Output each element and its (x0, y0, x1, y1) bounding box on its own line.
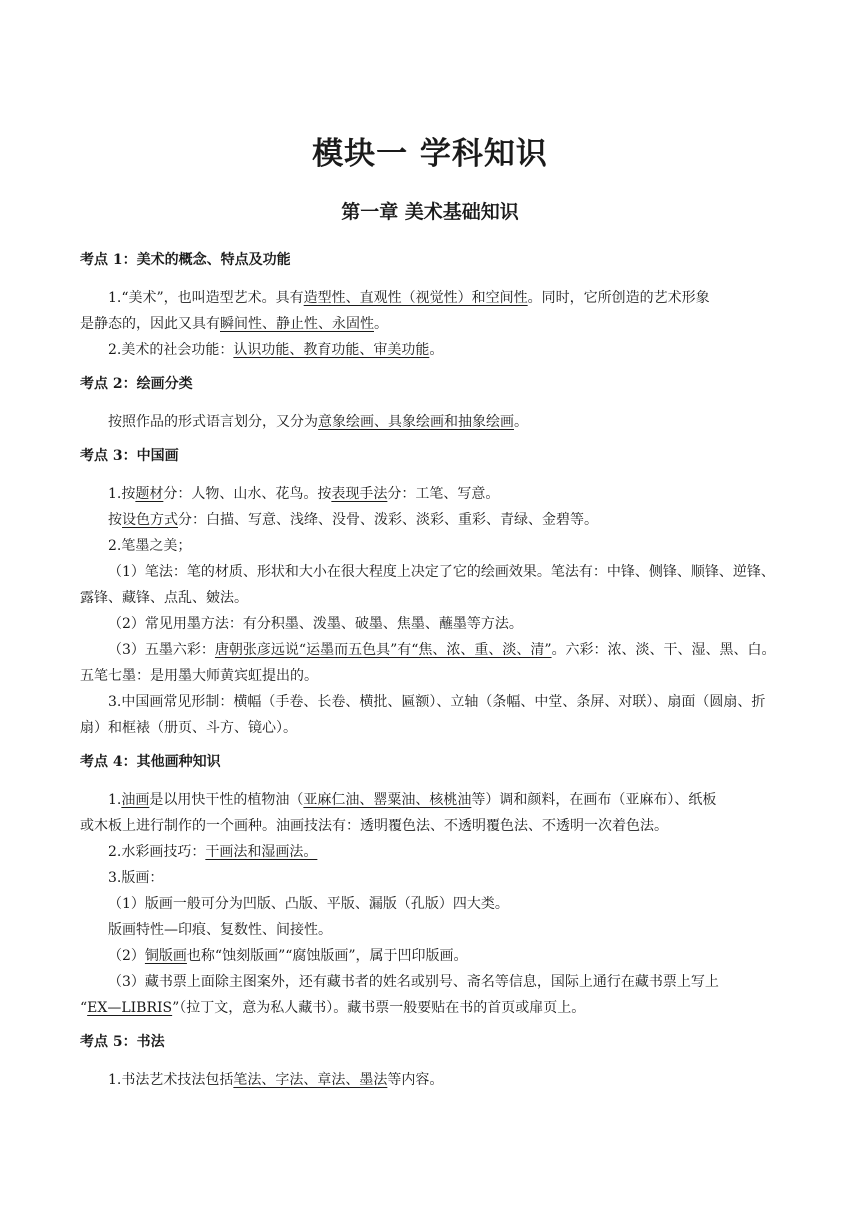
underlined-term: 表现手法 (331, 486, 388, 502)
underlined-term: 造型性、直观性（视觉性）和空间性 (303, 290, 528, 306)
text: （2） (108, 948, 145, 964)
k4-paragraph-1 (80, 787, 784, 813)
section-heading-2: 考点 2：绘画分类 (80, 376, 193, 392)
k3-paragraph-5: （2）常见用墨方法：有分积墨、泼墨、破墨、焦墨、蘸墨等方法。 (108, 616, 523, 632)
underlined-term: 设色方式 (122, 512, 178, 528)
text: 2.美术的社会功能： (108, 342, 234, 358)
text: 是以用快干性的植物油（ (149, 792, 304, 808)
k4-paragraph-7-cont (80, 995, 784, 1021)
text: 1.书法艺术技法包括 (108, 1072, 234, 1088)
k3-paragraph-4: （1）笔法：笔的材质、形状和大小在很大程度上决定了它的绘画效果。笔法有：中锋、侧锋、顺锋、逆锋、露锋、藏锋、点乱、皴法。 (80, 564, 775, 606)
text: 也称“蚀刻版画”“腐蚀版画”，属于凹印版画。 (186, 948, 468, 964)
underlined-term: 干画法和湿画法。 (205, 844, 318, 860)
section-heading-4: 考点 4：其他画种知识 (80, 754, 221, 770)
underlined-term: 铜版画 (144, 948, 187, 964)
text: 1.按 (108, 486, 136, 502)
k3-paragraph-1 (80, 481, 784, 507)
k4-paragraph-1-cont: 或木板上进行制作的一个画种。油画技法有：透明覆色法、不透明覆色法、不透明一次着色法。 (80, 818, 668, 834)
text: 1. (108, 792, 122, 808)
text: 2.水彩画技巧： (108, 844, 206, 860)
underlined-term: 亚麻仁油、罂粟油、核桃油 (303, 792, 472, 808)
k3-paragraph-3: 2.笔墨之美； (108, 538, 192, 554)
k1-paragraph-1 (80, 285, 784, 311)
text: 。 (374, 316, 388, 332)
underlined-term: 唐朝张彦远说“运墨而五色具”有“焦、浓、重、淡、清” (214, 642, 552, 658)
section-heading-5: 考点 5：书法 (80, 1034, 165, 1050)
text: 分：人物、山水、花鸟。按 (163, 486, 332, 502)
text: 等）调和颜料，在画布（亚麻布）、纸板 (471, 792, 717, 808)
k4-paragraph-5: 版画特性—印痕、复数性、间接性。 (108, 922, 332, 938)
text: 。六彩：浓、淡、干、湿、黑、白。五笔七墨：是用墨大师黄宾虹提出的。 (80, 642, 776, 684)
module-title: 模块一 学科知识 (312, 136, 548, 172)
section-heading-1: 考点 1：美术的概念、特点及功能 (80, 252, 291, 268)
underlined-term: 油画 (121, 792, 150, 808)
k4-paragraph-2 (80, 839, 784, 865)
text: 按照作品的形式语言划分，又分为 (108, 414, 318, 430)
text: 分：白描、写意、浅绛、没骨、泼彩、淡彩、重彩、青绿、金碧等。 (178, 512, 598, 528)
k4-paragraph-6 (80, 943, 784, 969)
k1-paragraph-1-cont (80, 311, 784, 337)
underlined-term: 题材 (135, 486, 164, 502)
text: “ (80, 1000, 88, 1016)
underlined-term: 瞬间性、静止性、永固性 (220, 316, 374, 332)
text: 等内容。 (387, 1072, 444, 1088)
k3-paragraph-2 (80, 507, 784, 533)
underlined-term: 意象绘画、具象绘画和抽象绘画 (318, 414, 514, 430)
text: 1.“美术”，也叫造型艺术。具有 (108, 290, 304, 306)
text: 是静态的，因此又具有 (80, 316, 220, 332)
k4-paragraph-7: （3）藏书票上面除主图案外，还有藏书者的姓名或别号、斋名等信息，国际上通行在藏书票上写上 (108, 974, 719, 990)
text: （3）五墨六彩： (108, 642, 215, 658)
text: 。 (514, 414, 528, 430)
k3-paragraph-7: 3.中国画常见形制：横幅（手卷、长卷、横批、匾额）、立轴（条幅、中堂、条屏、对联）、扇面（圆扇、折扇）和框裱（册页、斗方、镜心）。 (80, 694, 766, 736)
document-body (80, 248, 784, 1093)
k2-paragraph-1 (80, 409, 784, 435)
k3-paragraph-6 (80, 637, 784, 689)
text: ”（拉丁文，意为私人藏书）。藏书票一般要贴在书的首页或扉页上。 (172, 1000, 586, 1016)
underlined-term: 笔法、字法、章法、墨法 (233, 1072, 388, 1088)
text: 。 (429, 342, 444, 358)
text: 按 (108, 512, 122, 528)
underlined-term: 认识功能、教育功能、审美功能 (233, 342, 430, 358)
k4-paragraph-4: （1）版画一般可分为凹版、凸版、平版、漏版（孔版）四大类。 (108, 896, 509, 912)
section-heading-3: 考点 3：中国画 (80, 448, 179, 464)
text: 。同时，它所创造的艺术形象 (527, 290, 710, 306)
underlined-term: EX—LIBRIS (87, 1000, 173, 1016)
k5-paragraph-1 (80, 1067, 784, 1093)
chapter-title: 第一章 美术基础知识 (341, 201, 519, 223)
text: 分：工笔、写意。 (387, 486, 500, 502)
k1-paragraph-2 (80, 337, 784, 363)
k4-paragraph-3: 3.版画： (108, 870, 164, 886)
